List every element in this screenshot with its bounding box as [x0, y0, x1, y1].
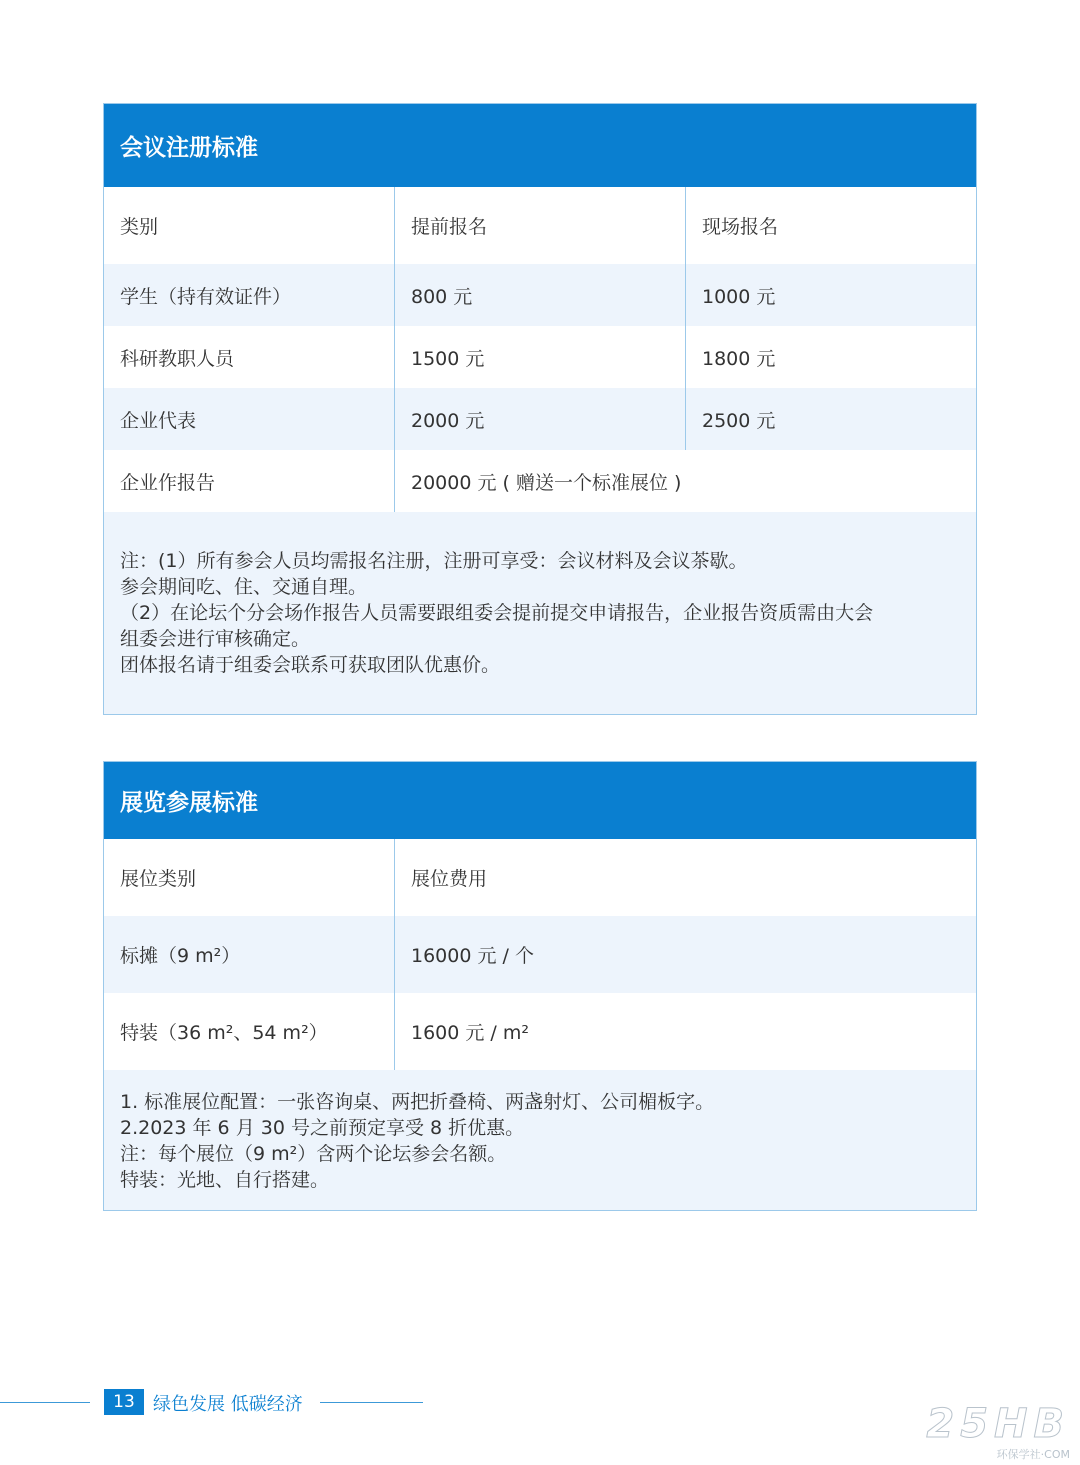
header-booth-type: 展位类别	[104, 839, 395, 916]
table-row	[104, 326, 976, 388]
row-category: 企业作报告	[104, 450, 395, 512]
row-early-price: 2000 元	[395, 388, 686, 450]
row-onsite-price: 1800 元	[702, 347, 776, 370]
note-line: （2）在论坛个分会场作报告人员需要跟组委会提前提交申请报告，企业报告资质需由大会	[120, 602, 874, 624]
footer-line-left	[0, 1402, 90, 1403]
table-row	[104, 264, 976, 326]
exhibition-title: 展览参展标准	[104, 762, 976, 839]
header-early: 提前报名	[395, 187, 686, 264]
footer-slogan: 绿色发展 低碳经济	[153, 1394, 303, 1415]
watermark	[900, 1401, 1070, 1461]
row-category: 企业代表	[104, 388, 395, 450]
note-line: 组委会进行审核确定。	[120, 628, 311, 650]
note-line: 2.2023 年 6 月 30 号之前预定享受 8 折优惠。	[120, 1117, 525, 1139]
table-row	[104, 916, 976, 993]
table-row	[104, 450, 976, 512]
row-onsite-price: 1000 元	[702, 285, 776, 308]
note-line: 团体报名请于组委会联系可获取团队优惠价。	[120, 654, 501, 676]
row-category: 学生（持有效证件）	[104, 264, 395, 326]
exhibition-panel	[103, 761, 977, 1211]
table-row	[104, 388, 976, 450]
booth-fee: 16000 元 / 个	[411, 945, 534, 967]
row-report-price: 20000 元 ( 赠送一个标准展位 )	[411, 471, 682, 494]
booth-type: 特装（36 m²、54 m²）	[104, 993, 395, 1070]
row-category: 科研教职人员	[104, 326, 395, 388]
header-onsite: 现场报名	[702, 216, 779, 238]
page-number: 13	[104, 1389, 144, 1415]
registration-notes	[104, 512, 976, 714]
table-row	[104, 993, 976, 1070]
note-line: 注：(1）所有参会人员均需报名注册，注册可享受：会议材料及会议茶歇。	[120, 550, 748, 572]
registration-header-row	[104, 187, 976, 264]
note-line: 1. 标准展位配置：一张咨询桌、两把折叠椅、两盏射灯、公司楣板字。	[120, 1091, 715, 1113]
watermark-logo: 25HB	[926, 1401, 1070, 1447]
note-line: 注：每个展位（9 m²）含两个论坛参会名额。	[120, 1143, 507, 1165]
exhibition-header-row	[104, 839, 976, 916]
registration-panel	[103, 103, 977, 715]
booth-fee: 1600 元 / m²	[411, 1022, 529, 1044]
row-early-price: 1500 元	[395, 326, 686, 388]
watermark-subtext: 环保学社·COM	[996, 1448, 1070, 1461]
header-booth-fee: 展位费用	[411, 868, 488, 890]
exhibition-notes	[104, 1070, 976, 1210]
registration-title: 会议注册标准	[104, 104, 976, 187]
note-line: 特装：光地、自行搭建。	[120, 1169, 330, 1191]
booth-type: 标摊（9 m²）	[104, 916, 395, 993]
row-early-price: 800 元	[395, 264, 686, 326]
row-onsite-price: 2500 元	[702, 409, 776, 432]
note-line: 参会期间吃、住、交通自理。	[120, 576, 368, 598]
footer-line-right	[320, 1402, 423, 1403]
header-category: 类别	[104, 187, 395, 264]
